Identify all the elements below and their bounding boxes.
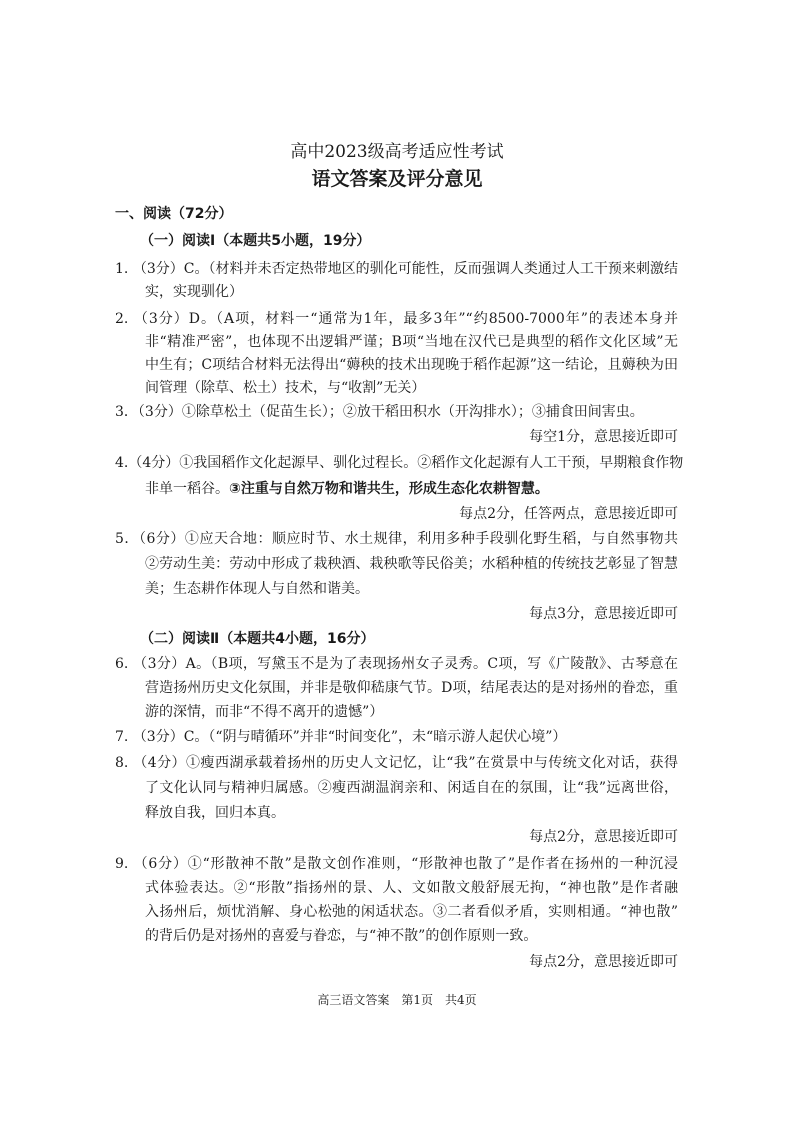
answer-line: 4.（4分）①我国稻作文化起源早、驯化过程长。②稻作文化起源有人工干预，早期粮食作物 bbox=[115, 455, 684, 471]
answer-line: 了文化认同与精神归属感。②瘦西湖温润亲和、闲适自在的氛围，让“我”远离世俗， bbox=[145, 780, 678, 796]
exam-title: 高中2023级高考适应性考试 bbox=[290, 142, 504, 162]
answer-line: 释放自我，回归本真。 bbox=[145, 805, 285, 821]
answer-line: 2. （3分）D。（A项，材料一“通常为1年，最多3年”“约8500-7000年”的表述本身并 bbox=[115, 311, 678, 327]
scoring-note: 每点2分，意思接近即可 bbox=[529, 829, 678, 845]
answer-line: 6. （3分）A。（B项，写黛玉不是为了表现扬州女子灵秀。C项，写《广陵散》、古琴意在 bbox=[115, 656, 678, 672]
answer-line: 式体验表达。②“形散”指扬州的景、人、文如散文般舒展无拘，“神也散”是作者融 bbox=[145, 880, 678, 896]
answer-text: 非单一稻谷。 bbox=[145, 481, 229, 497]
scoring-note: 每点2分，意思接近即可 bbox=[529, 954, 678, 970]
answer-line: 7. （3分）C。（“阴与晴循环”并非“时间变化”，未“暗示游人起伏心境”） bbox=[115, 729, 567, 745]
answer-text-bold: ③注重与自然万物和谐共生，形成生态化农耕智慧。 bbox=[229, 481, 549, 497]
part2-heading: （二）阅读Ⅱ（本题共4小题，16分） bbox=[140, 631, 375, 647]
answer-line: 的背后仍是对扬州的喜爱与眷恋，与“神不散”的创作原则一致。 bbox=[145, 928, 538, 944]
answer-line bbox=[145, 480, 549, 498]
answer-line: 1. （3分）C。（材料并未否定热带地区的驯化可能性，反而强调人类通过人工干预来刺激结 bbox=[115, 261, 678, 277]
page-footer: 高三语文答案 第1页 共4页 bbox=[317, 993, 477, 1007]
answer-line: 中生有；C项结合材料无法得出“薅秧的技术出现晚于稻作起源”这一结论，且薅秧为田 bbox=[145, 357, 678, 373]
answer-line: 实，实现驯化） bbox=[145, 284, 243, 300]
answer-line: 间管理（除草、松土）技术，与“收割”无关） bbox=[145, 380, 426, 396]
scoring-note: 每点2分，任答两点，意思接近即可 bbox=[459, 506, 678, 522]
answer-line: 3．（3分）①除草松土（促苗生长）；②放干稻田积水（开沟排水）；③捕食田间害虫。 bbox=[115, 404, 644, 420]
answer-line: ②劳动生美：劳动中形成了栽秧酒、栽秧歌等民俗美；水稻种植的传统技艺彰显了智慧 bbox=[145, 556, 678, 572]
answer-line: 营造扬州历史文化氛围，并非是敬仰嵇康气节。D项，结尾表达的是对扬州的眷恋，重 bbox=[145, 680, 678, 696]
document-subtitle: 语文答案及评分意见 bbox=[311, 168, 483, 190]
answer-line: 游的深情，而非“不得不离开的遗憾”） bbox=[145, 704, 384, 720]
scoring-note: 每空1分，意思接近即可 bbox=[529, 429, 678, 445]
answer-line: 9. （6分）①“形散神不散”是散文创作准则，“形散神也散了”是作者在扬州的一种沉浸 bbox=[115, 856, 678, 872]
answer-line: 美；生态耕作体现人与自然和谐美。 bbox=[145, 581, 369, 597]
answer-line: 入扬州后，烦忧消解、身心松弛的闲适状态。③二者看似矛盾，实则相通。“神也散” bbox=[145, 904, 678, 920]
part1-heading: （一）阅读Ⅰ（本题共5小题，19分） bbox=[140, 233, 371, 249]
answer-line: 5．（6分）①应天合地：顺应时节、水土规律，利用多种手段驯化野生稻，与自然事物共 bbox=[115, 531, 678, 547]
scoring-note: 每点3分，意思接近即可 bbox=[529, 606, 678, 622]
answer-line: 8. （4分）①瘦西湖承载着扬州的历史人文记忆，让“我”在赏景中与传统文化对话，获得 bbox=[115, 755, 678, 771]
answer-line: 非“精准严密”，也体现不出逻辑严谨；B项“当地在汉代已是典型的稻作文化区域”无 bbox=[145, 334, 678, 350]
section-heading: 一、阅读（72分） bbox=[115, 206, 233, 222]
